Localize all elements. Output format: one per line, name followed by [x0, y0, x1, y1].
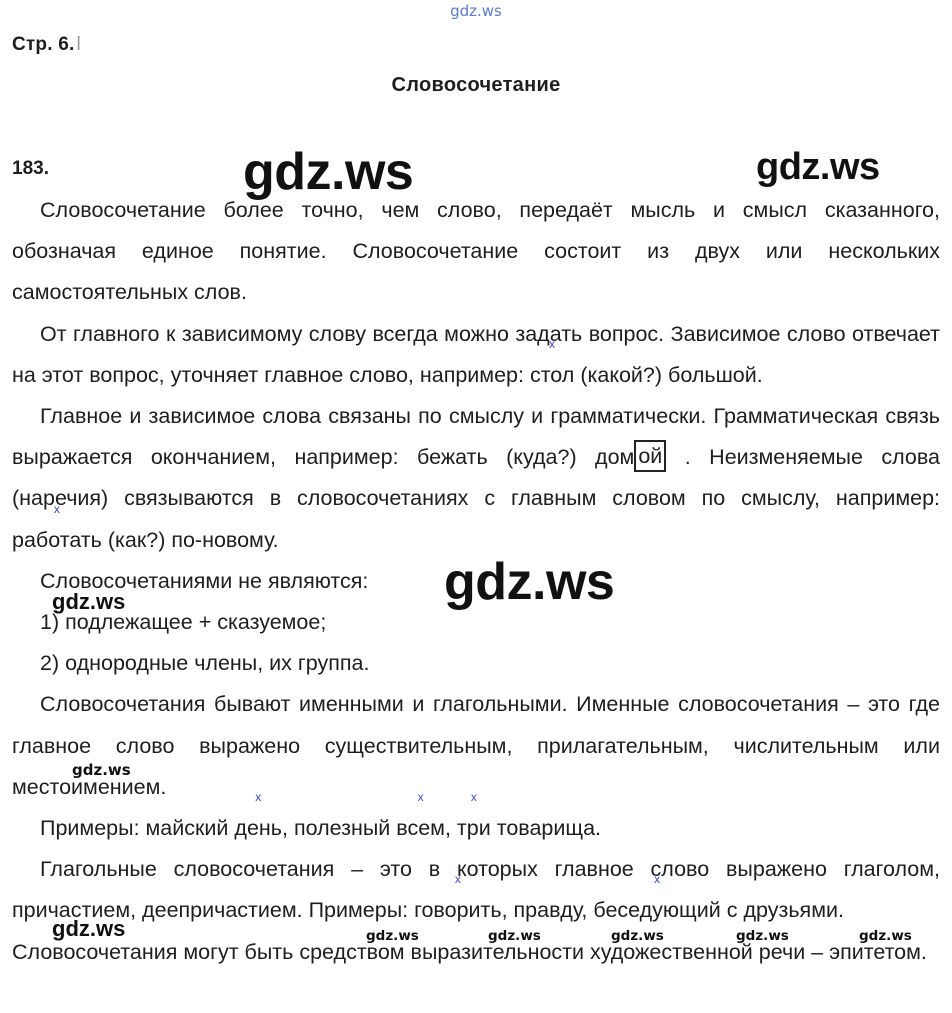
marked-main-word: x стол: [530, 363, 574, 387]
page-label: Стр. 6.: [12, 34, 75, 55]
paragraph: [12, 808, 940, 849]
paragraph: [12, 849, 940, 931]
section-title: Словосочетание: [391, 74, 561, 96]
watermark-large: gdz.ws: [756, 146, 880, 188]
marked-main-word: x работать: [12, 528, 102, 552]
text-run: ,: [444, 816, 457, 841]
marked-main-word: x три: [457, 816, 491, 840]
text-run: . Неизменяемые слова (наречия) связываются в словосочетаниях с главным словом по смыслу, например:: [12, 445, 940, 511]
watermark-tiny: gdz.ws: [366, 928, 419, 944]
text-run: , полезный: [282, 816, 397, 841]
watermark-tiny: gdz.ws: [736, 928, 789, 944]
paragraph: Словосочетания бывают именными и глагольными. Именные словосочетания – это где главное слово выражено существительным, прилагательным, числительным или местоимением.: [12, 692, 940, 799]
list-item: 1) подлежащее + сказуемое;: [40, 610, 327, 635]
watermark-large: gdz.ws: [243, 143, 414, 201]
watermark-medium: gdz.ws: [52, 589, 126, 614]
text-run: От главного к зависимому слову всегда можно задать вопрос. Зависимое слово отвечает на этот вопрос, уточняет главное слово, например:: [12, 321, 940, 387]
marked-main-word: x всем: [396, 816, 445, 840]
paragraph: Словосочетания могут быть средством выразительности художественной речи – эпитетом.: [12, 939, 927, 964]
text-run: Примеры: майский: [40, 816, 235, 841]
text-run: , правду,: [501, 898, 594, 923]
top-watermark: gdz.ws: [450, 2, 502, 20]
list-item: 2) однородные члены, их группа.: [40, 651, 370, 676]
text-run: (как?) по-новому.: [101, 527, 279, 552]
watermark-small: gdz.ws: [72, 761, 131, 779]
marked-main-word: x говорить: [414, 898, 501, 922]
marked-main-word: x день: [234, 816, 282, 840]
watermark-large: gdz.ws: [444, 553, 615, 611]
paragraph: [12, 396, 940, 561]
text-run: (какой?) большой.: [574, 362, 763, 387]
watermark-tiny: gdz.ws: [611, 928, 664, 944]
text-run: с друзьями.: [720, 898, 844, 923]
text-run: товарища.: [490, 816, 601, 841]
watermark-tiny: gdz.ws: [859, 928, 912, 944]
page-header: [12, 34, 81, 56]
text-run: Главное и зависимое слова связаны по смыслу и грамматически. Грамматическая связь выражается окончанием, например: бежать (куда?) дом: [12, 404, 940, 470]
paragraph: Словосочетаниями не являются:: [40, 568, 369, 593]
marked-main-word: x беседующий: [593, 898, 720, 922]
watermark-medium: gdz.ws: [52, 916, 126, 941]
text-run: Глагольные словосочетания – это в которых главное слово выражено глаголом, причастием, деепричастием. Примеры:: [12, 857, 940, 923]
watermark-tiny: gdz.ws: [488, 928, 541, 944]
text-cursor: l: [76, 34, 81, 55]
paragraph: Словосочетание более точно, чем слово, передаёт мысль и смысл сказанного, обозначая единое понятие. Словосочетание состоит из двух или нескольких самостоятельных слов.: [12, 198, 940, 305]
exercise-number: 183.: [12, 158, 49, 179]
paragraph: [12, 314, 940, 396]
ending-box: ой: [634, 440, 666, 472]
